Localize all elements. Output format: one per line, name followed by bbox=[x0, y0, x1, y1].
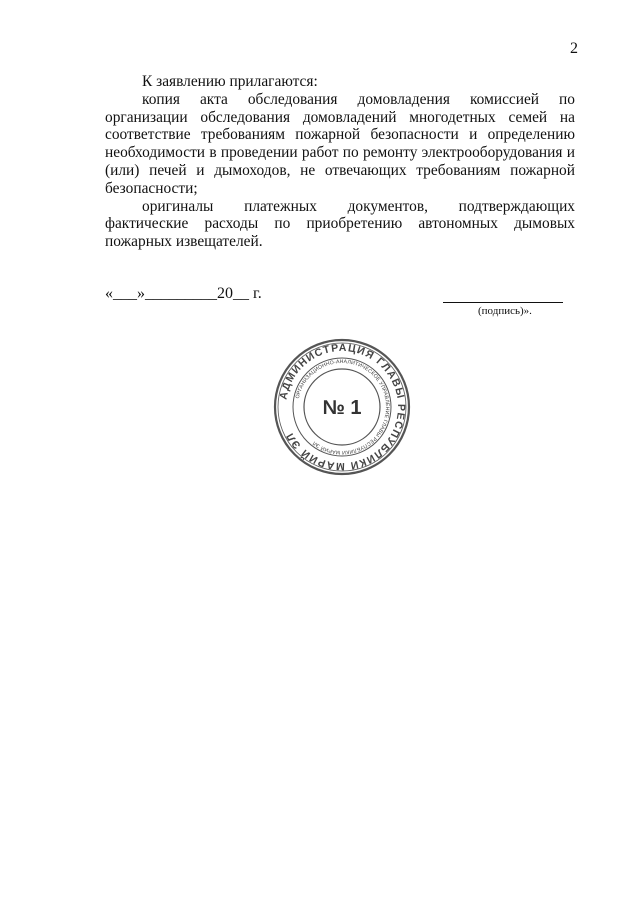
seal-number: № 1 bbox=[322, 397, 362, 419]
attachment-item-inspection-act: копия акта обследования домовладения комиссией по организации обследования домовладений многодетных семей на соответствие требованиям пожарной безопасности и определению необходимости в проведении работ по ремонту электрооборудования и (или) печей и дымоходов, не отвечающих требованиям пожарной безопасности; bbox=[105, 90, 575, 197]
attachments-section bbox=[105, 73, 575, 251]
page-number: 2 bbox=[570, 40, 578, 57]
seal-outer-text: АДМИНИСТРАЦИЯ ГЛАВЫ РЕСПУБЛИКИ МАРИЙ ЭЛ bbox=[277, 341, 408, 473]
date-placeholder: «___»_________20__ г. bbox=[105, 285, 262, 302]
attachments-intro: К заявлению прилагаются: bbox=[142, 73, 318, 90]
seal-inner-text: ОРГАНИЗАЦИОННО-АНАЛИТИЧЕСКОЕ УПРАВЛЕНИЕ ГЛАВЫ РЕСПУБЛИКИ МАРИЙ ЭЛ bbox=[294, 358, 391, 456]
attachment-item-payment-documents: оригиналы платежных документов, подтверждающих фактические расходы по приобретению автономных дымовых пожарных извещателей. bbox=[105, 197, 575, 251]
signature-line bbox=[443, 302, 563, 303]
official-seal bbox=[272, 337, 412, 477]
signature-caption: (подпись)». bbox=[478, 305, 532, 317]
seal-graphic bbox=[272, 337, 412, 477]
